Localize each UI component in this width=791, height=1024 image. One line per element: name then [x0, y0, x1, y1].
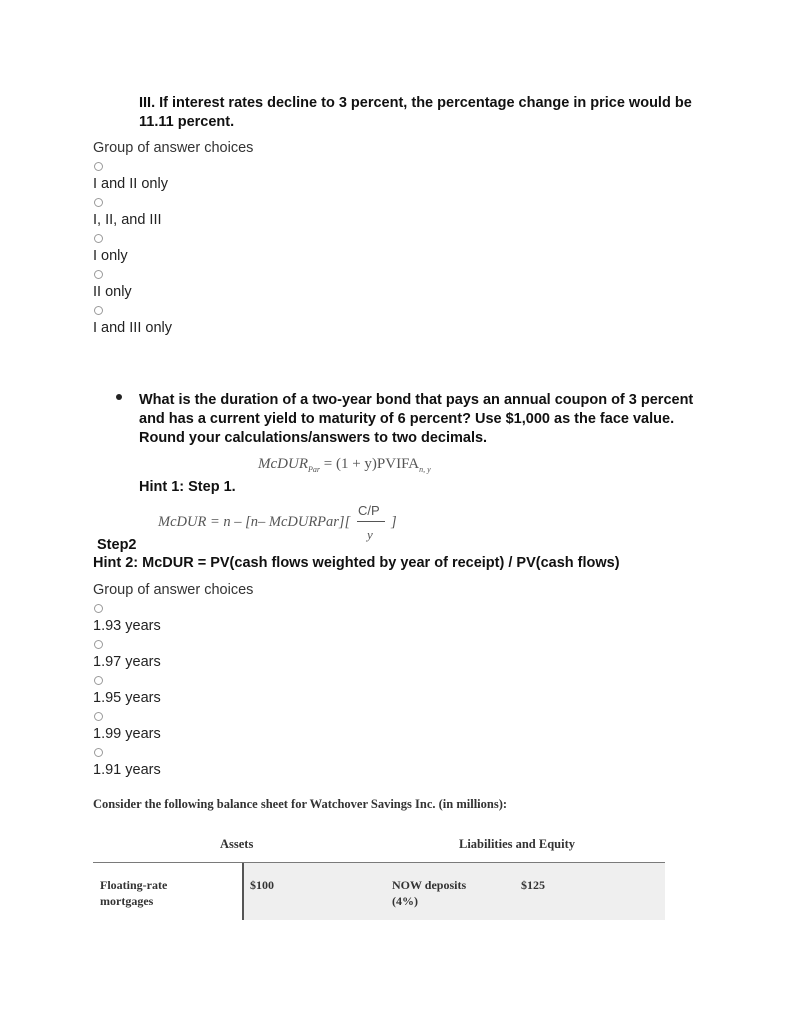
- hint-2: Hint 2: McDUR = PV(cash flows weighted by year of receipt) / PV(cash flows): [93, 555, 620, 571]
- fraction-bar: [357, 521, 385, 522]
- radio-option-2[interactable]: [94, 198, 103, 207]
- table-divider: [242, 863, 244, 920]
- formula-sub: n, y: [419, 465, 431, 474]
- radio-option-5[interactable]: [94, 748, 103, 757]
- radio-option-3[interactable]: [94, 234, 103, 243]
- hint-1: Hint 1: Step 1.: [139, 479, 236, 495]
- formula-close: ]: [391, 514, 397, 530]
- formula-lhs: McDUR: [258, 456, 308, 472]
- option-label: 1.95 years: [93, 690, 161, 706]
- question-text: What is the duration of a two-year bond that pays an annual coupon of 3 percent and has a current yield to maturity of 6 percent? Use $1,000 as the face value. Round your calculations/answers to two decimals.: [139, 392, 694, 446]
- assets-header: Assets: [220, 837, 254, 851]
- option-label: I and II only: [93, 176, 168, 192]
- table-cell-asset-value: $100: [250, 878, 274, 892]
- group-label: Group of answer choices: [93, 582, 254, 598]
- radio-option-4[interactable]: [94, 270, 103, 279]
- table-cell-liability-value: $125: [521, 878, 545, 892]
- statement-iii: III. If interest rates decline to 3 percent, the percentage change in price would be 11.11 percent.: [139, 95, 692, 130]
- option-label: I and III only: [93, 320, 172, 336]
- formula-mcdur: McDUR = n – [n– McDURPar][: [158, 514, 351, 530]
- option-label: 1.93 years: [93, 618, 161, 634]
- radio-option-3[interactable]: [94, 676, 103, 685]
- radio-option-1[interactable]: [94, 162, 103, 171]
- radio-option-4[interactable]: [94, 712, 103, 721]
- step-2: Step2: [97, 537, 137, 553]
- table-cell-asset-name: Floating-rate mortgages: [100, 878, 168, 908]
- bullet-icon: [116, 394, 122, 400]
- radio-option-2[interactable]: [94, 640, 103, 649]
- option-label: II only: [93, 284, 132, 300]
- liabilities-header: Liabilities and Equity: [459, 837, 576, 851]
- option-label: 1.97 years: [93, 654, 161, 670]
- balance-sheet-intro: Consider the following balance sheet for Watchover Savings Inc. (in millions):: [93, 797, 508, 811]
- formula-sub: Par: [307, 465, 320, 474]
- option-label: 1.99 years: [93, 726, 161, 742]
- group-label: Group of answer choices: [93, 140, 254, 156]
- radio-option-5[interactable]: [94, 306, 103, 315]
- radio-option-1[interactable]: [94, 604, 103, 613]
- option-label: 1.91 years: [93, 762, 161, 778]
- formula-numerator: C/P: [358, 503, 380, 518]
- formula-denominator: y: [367, 527, 373, 542]
- table-cell-liability-name: NOW deposits (4%): [392, 878, 467, 908]
- option-label: I only: [93, 248, 128, 264]
- formula-rhs: = (1 + y)PVIFA: [323, 456, 420, 472]
- formula-mcdur-par: [258, 456, 431, 474]
- option-label: I, II, and III: [93, 212, 162, 228]
